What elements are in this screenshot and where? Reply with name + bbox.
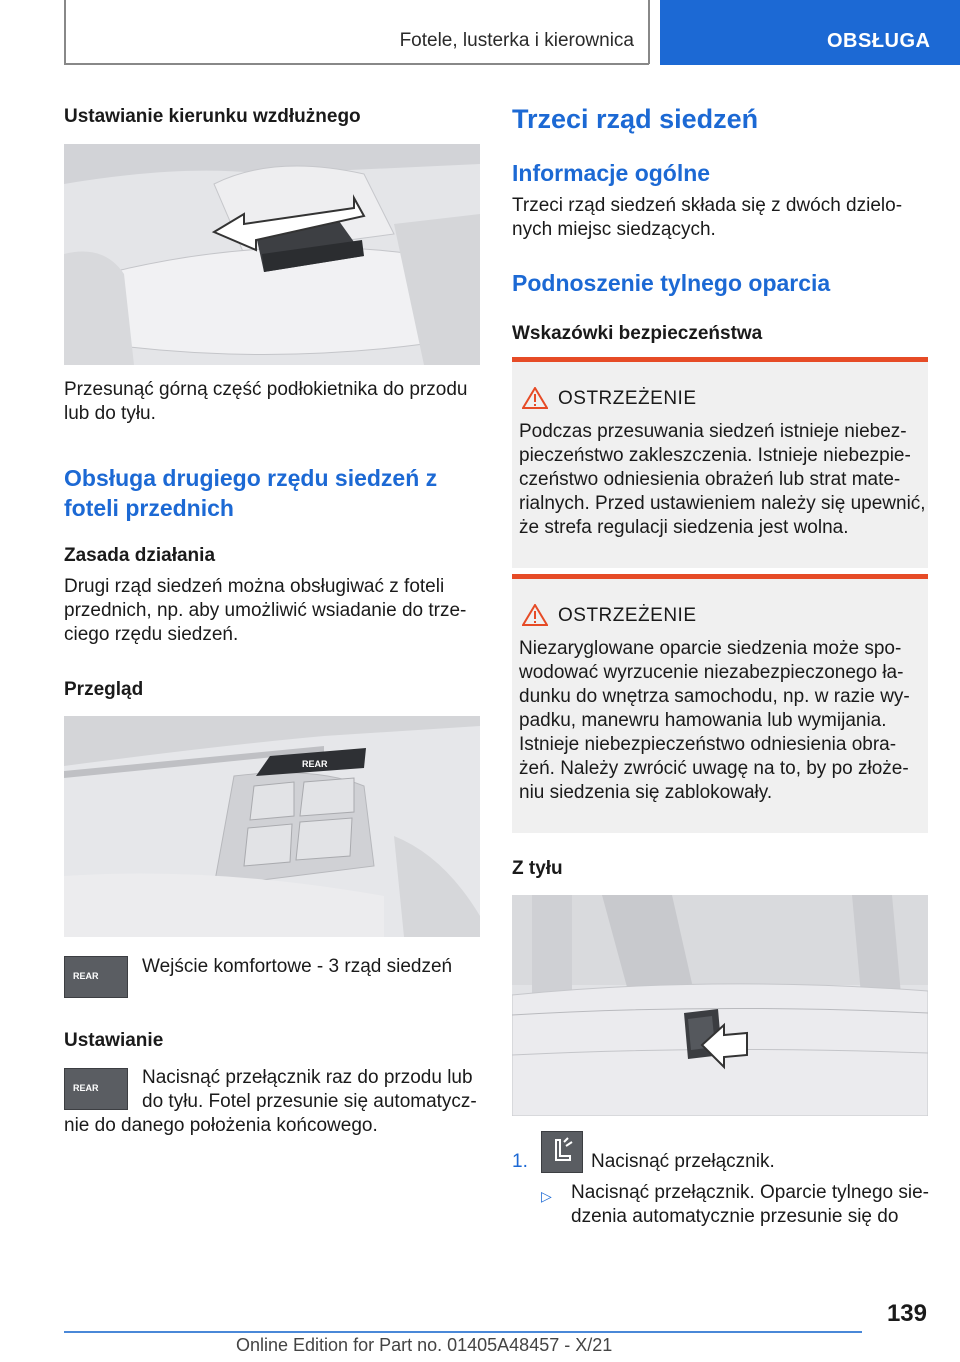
principle-line-2: przednich, np. aby umożliwić wsiadanie do trze- [64, 600, 467, 621]
sub-step-text [571, 1181, 929, 1229]
setting-line-2: do tyłu. Fotel przesunie się automatycz- [142, 1091, 477, 1112]
heading-second-row-line-1: Obsługa drugiego rzędu siedzeń z [64, 465, 438, 491]
sub-bullet: ▷ [541, 1188, 552, 1204]
door-button-label: REAR [302, 759, 328, 769]
heading-principle: Zasada działania [64, 545, 216, 566]
rear-comfort-button-icon [64, 956, 128, 998]
heading-safety: Wskazówki bezpieczeństwa [512, 323, 763, 344]
general-line-2: nych miejsc siedzących. [512, 219, 716, 240]
heading-general: Informacje ogólne [512, 160, 711, 186]
heading-rear: Z tyłu [512, 858, 563, 879]
sub-step-line-1: Nacisnąć przełącznik. Oparcie tylnego sie- [571, 1182, 929, 1203]
heading-longitudinal: Ustawianie kierunku wzdłużnego [64, 106, 361, 127]
sub-step-line-2: dzenia automatycznie przesunie się do [571, 1206, 899, 1227]
header-section-title: Fotele, lusterka i kierownica [399, 30, 634, 51]
header-chapter-label: OBSŁUGA [827, 30, 931, 52]
warning-1-line-4: rialnych. Przed ustawieniem należy się upewnić, [519, 493, 926, 514]
comfort-entry-label: Wejście komfortowe - 3 rząd siedzeń [142, 956, 453, 977]
warning-1-line-2: pieczeństwo zakleszczenia. Istnieje niebezpie- [519, 445, 911, 466]
warning-box-1 [512, 357, 928, 568]
setting-line-3: nie do danego położenia końcowego. [64, 1115, 378, 1136]
warning-2-line-3: dunku do wnętrza samochodu, np. w razie wy- [519, 686, 910, 707]
warning-2-line-5: Istnieje niebezpieczeństwo odniesienia obra- [519, 734, 897, 755]
header-rule-right [648, 0, 650, 64]
page-number: 139 [886, 1300, 927, 1327]
warning-triangle-icon-2 [522, 604, 548, 626]
warning-1-line-3: czeństwo odniesienia obrażeń lub strat mate- [519, 469, 901, 490]
warning-1-title: OSTRZEŻENIE [558, 388, 697, 409]
warning-2-text [519, 637, 910, 805]
armrest-line-1: Przesunąć górną część podłokietnika do przodu [64, 379, 468, 400]
principle-line-3: ciego rzędu siedzeń. [64, 624, 239, 645]
heading-setting: Ustawianie [64, 1030, 164, 1051]
heading-overview: Przegląd [64, 679, 144, 700]
seat-switch-icon [541, 1131, 583, 1173]
general-paragraph [512, 194, 902, 242]
rear-comfort-button-icon-text: REAR [73, 971, 99, 981]
rear-seat-figure [512, 895, 928, 1116]
warning-2-line-6: żeń. Należy zwrócić uwagę na to, by po złoże- [519, 758, 909, 779]
warning-2-line-2: wodować wyrzucenie niezabezpieczonego ła- [519, 662, 904, 683]
header-chapter-tab[interactable] [660, 0, 960, 65]
warning-1-line-5: że strefa regulacji siedzenia jest wolna. [519, 517, 849, 538]
rear-comfort-button-icon-2-text: REAR [73, 1083, 99, 1093]
warning-2-line-7: niu siedzenia się zablokowały. [519, 782, 773, 803]
armrest-figure [64, 144, 480, 365]
warning-box-2 [512, 574, 928, 833]
warning-triangle-icon [522, 387, 548, 409]
armrest-paragraph [64, 378, 467, 426]
footer-edition: Online Edition for Part no. 01405A48457 - X/21 [236, 1335, 613, 1355]
heading-third-row: Trzeci rząd siedzeń [512, 104, 759, 134]
footer-rule [64, 1331, 862, 1333]
step-1-text: Nacisnąć przełącznik. [591, 1151, 775, 1172]
armrest-line-2: lub do tyłu. [64, 403, 156, 424]
heading-second-row [64, 463, 437, 523]
rear-comfort-button-icon-2 [64, 1068, 128, 1110]
general-line-1: Trzeci rząd siedzeń składa się z dwóch dzielo- [512, 195, 903, 216]
heading-second-row-line-2: foteli przednich [64, 495, 234, 521]
header-rule-bottom [64, 63, 649, 65]
warning-1-line-1: Podczas przesuwania siedzeń istnieje niebez- [519, 421, 907, 442]
door-panel-figure [64, 716, 480, 937]
warning-2-line-4: padku, manewru hamowania lub wymijania. [519, 710, 887, 731]
warning-1-text [519, 420, 926, 540]
warning-2-line-1: Niezaryglowane oparcie siedzenia może spo- [519, 638, 902, 659]
header-rule-left [64, 0, 66, 64]
principle-paragraph [64, 575, 466, 647]
setting-line-1: Nacisnąć przełącznik raz do przodu lub [142, 1067, 473, 1088]
warning-2-title: OSTRZEŻENIE [558, 605, 697, 626]
step-1-number: 1. [512, 1151, 528, 1172]
principle-line-1: Drugi rząd siedzeń można obsługiwać z foteli [64, 576, 445, 597]
heading-raise-backrest: Podnoszenie tylnego oparcia [512, 270, 831, 296]
